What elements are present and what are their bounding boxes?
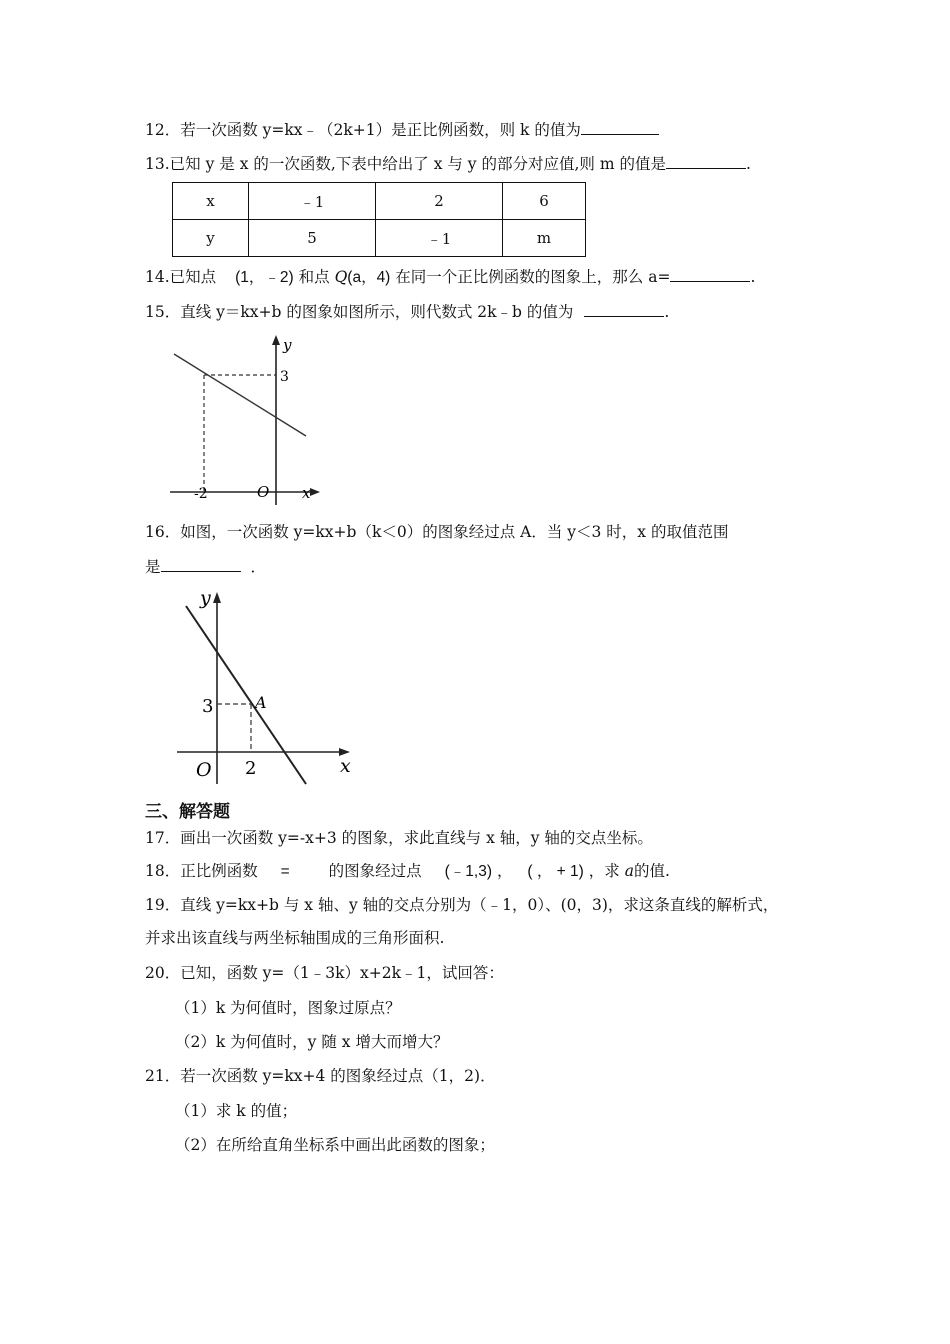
question-18-suffix: ，求: [588, 862, 620, 880]
question-16-line1: 16．如图，一次函数 y=kx+b（k＜0）的图象经过点 A．当 y＜3 时，x 的取值范围: [145, 523, 729, 541]
question-13: [145, 152, 751, 174]
table-row-x: [173, 183, 586, 220]
point-q-coords: (a，4): [347, 269, 391, 286]
xy-value-table: [172, 182, 586, 257]
question-17: [145, 828, 653, 848]
question-18-comma: ，: [496, 862, 513, 880]
y-axis-arrow-icon: [272, 335, 280, 345]
tick-label-x-2: 2: [245, 758, 257, 779]
question-18-eq: =: [280, 863, 290, 880]
question-14-prefix: 14.已知点: [145, 268, 217, 286]
question-16-end: ．: [250, 558, 267, 576]
table-cell: 6: [503, 183, 586, 220]
question-14: [145, 265, 755, 288]
question-19-line1: 19．直线 y=kx+b 与 x 轴、y 轴的交点分别为（﹣1，0）、(0，3)，求这条直线的解析式，: [145, 896, 779, 914]
question-12-text: 12．若一次函数 y=kx﹣（2k+1）是正比例函数，则 k 的值为: [145, 121, 581, 139]
question-14-end: .: [750, 268, 756, 286]
question-15: [145, 300, 669, 322]
table-row-y: [173, 220, 586, 257]
answer-blank-12[interactable]: [581, 118, 659, 135]
origin-label: O: [196, 759, 212, 781]
question-20-text: 20．已知，函数 y=（1﹣3k）x+2k﹣1，试回答：: [145, 964, 504, 982]
question-16-line2: 是: [145, 558, 161, 576]
question-12: [145, 118, 659, 140]
y-axis-arrow-icon: [213, 592, 221, 603]
question-19-line2: 并求出该直线与两坐标轴围成的三角形面积.: [145, 929, 445, 947]
question-20-part1: （1）k 为何值时，图象过原点？: [175, 999, 401, 1017]
point-a-label: A: [255, 693, 267, 712]
x-axis-label: x: [340, 755, 351, 777]
question-18: [145, 861, 670, 882]
y-axis-label: y: [200, 587, 211, 609]
question-16-cont: [145, 555, 266, 577]
point-q-letter: Q: [334, 268, 348, 286]
table-cell: 5: [249, 220, 376, 257]
question-18-mid: 的图象经过点: [328, 862, 422, 880]
answer-blank-13[interactable]: [666, 152, 746, 169]
function-line: [174, 354, 306, 436]
question-18-prefix: 18．正比例函数: [145, 862, 258, 880]
table-cell: x: [173, 183, 249, 220]
x-axis-label: x: [302, 484, 311, 502]
question-14-mid: 和点: [298, 268, 330, 286]
point-coords-2: ( ， + 1): [527, 863, 584, 880]
question-19-cont: [145, 928, 444, 948]
question-15-end: .: [664, 303, 670, 321]
table-cell: ﹣1: [249, 183, 376, 220]
answer-blank-15[interactable]: [584, 300, 664, 317]
x-axis-arrow-icon: [310, 488, 320, 496]
question-13-text: 13.已知 y 是 x 的一次函数,下表中给出了 x 与 y 的部分对应值,则 m 的值是: [145, 155, 666, 173]
figure-q16-graph: [172, 584, 362, 794]
answer-blank-16[interactable]: [161, 555, 241, 572]
question-21-text: 21．若一次函数 y=kx+4 的图象经过点（1，2)．: [145, 1067, 496, 1085]
question-21-part2: （2）在所给直角坐标系中画出此函数的图象；: [175, 1136, 495, 1154]
table-cell: ﹣1: [376, 220, 503, 257]
origin-label: O: [257, 483, 270, 501]
question-13-end: .: [745, 155, 751, 173]
table-cell: m: [503, 220, 586, 257]
question-16: [145, 522, 728, 542]
question-20: [145, 963, 504, 983]
section-title: 三、解答题: [145, 802, 230, 822]
variable-a: a: [624, 862, 634, 880]
tick-label-y-3: 3: [202, 696, 214, 717]
question-19: [145, 895, 778, 915]
point-coords-1: (﹣1,3): [444, 863, 492, 880]
y-axis-label: y: [283, 336, 292, 354]
table-cell: y: [173, 220, 249, 257]
question-15-text: 15．直线 y＝kx+b 的图象如图所示，则代数式 2k﹣b 的值为: [145, 303, 574, 321]
tick-label-y-3: 3: [280, 369, 289, 385]
point-p-coords: (1，﹣2): [235, 269, 294, 286]
question-21: [145, 1066, 496, 1086]
question-17-text: 17．画出一次函数 y=-x+3 的图象，求此直线与 x 轴，y 轴的交点坐标。: [145, 829, 653, 847]
table-cell: 2: [376, 183, 503, 220]
question-20-part2: （2）k 为何值时，y 随 x 增大而增大？: [175, 1033, 449, 1051]
tick-label-x-neg2: -2: [194, 486, 208, 502]
question-21-part1: （1）求 k 的值；: [175, 1102, 298, 1120]
figure-q15-graph: [160, 330, 330, 510]
question-18-end: 的值.: [633, 862, 670, 880]
question-14-suffix: 在同一个正比例函数的图象上，那么 a=: [395, 268, 671, 286]
answer-blank-14[interactable]: [670, 265, 750, 282]
